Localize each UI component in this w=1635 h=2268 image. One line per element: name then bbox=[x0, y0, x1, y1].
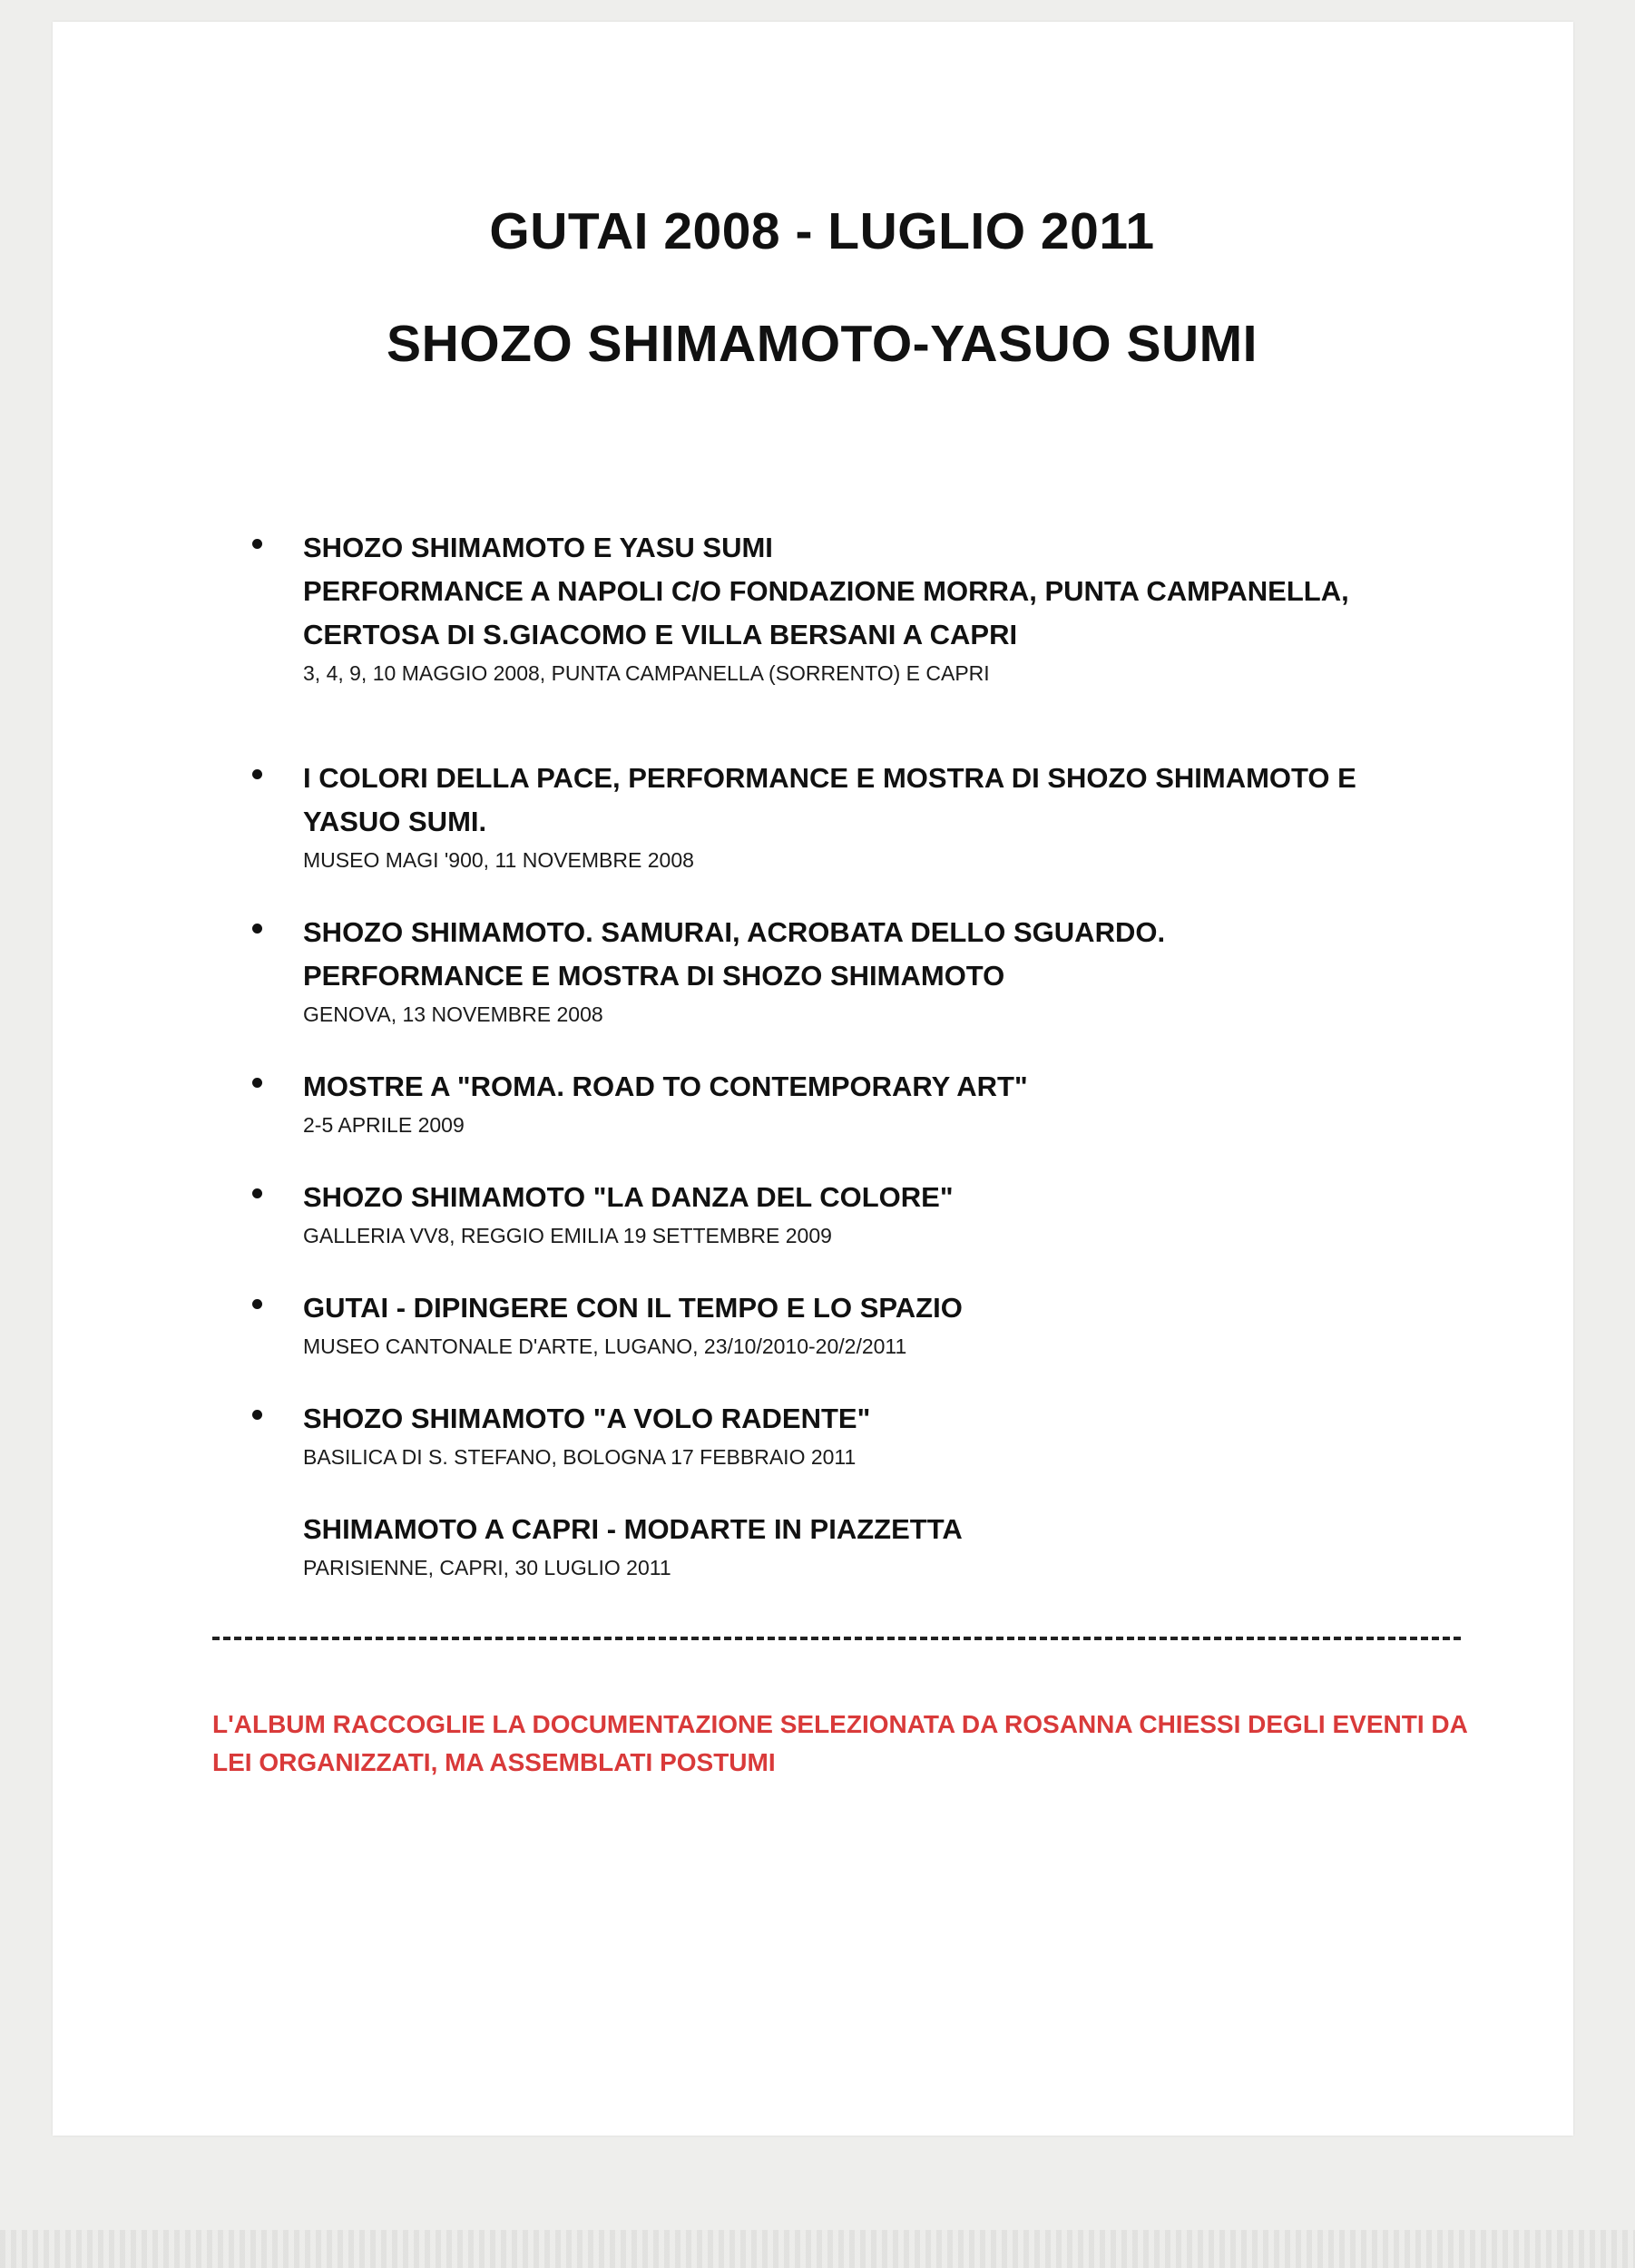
album-note: L'ALBUM RACCOGLIE LA DOCUMENTAZIONE SELEZIONATA DA ROSANNA CHIESSI DEGLI EVENTI DA LEI ORGANIZZATI, MA ASSEMBLATI POSTUMI bbox=[212, 1710, 1467, 1776]
list-item bbox=[252, 1176, 1522, 1250]
event-heading: SHOZO SHIMAMOTO. SAMURAI, ACROBATA DELLO SGUARDO. PERFORMANCE E MOSTRA DI SHOZO SHIMAMOTO bbox=[303, 916, 1166, 992]
bullet-dot-icon bbox=[252, 1188, 262, 1198]
event-heading: SHOZO SHIMAMOTO "LA DANZA DEL COLORE" bbox=[303, 1181, 954, 1213]
event-detail: GENOVA, 13 NOVEMBRE 2008 bbox=[303, 1002, 603, 1026]
event-detail: MUSEO CANTONALE D'ARTE, LUGANO, 23/10/2010-20/2/2011 bbox=[303, 1334, 907, 1358]
document-subtitle: SHOZO SHIMAMOTO-YASUO SUMI bbox=[387, 315, 1258, 373]
dashed-divider bbox=[212, 1637, 1461, 1640]
bullet-dot-icon bbox=[252, 539, 262, 549]
bullet-dot-icon bbox=[252, 924, 262, 934]
event-detail: GALLERIA VV8, REGGIO EMILIA 19 SETTEMBRE 2009 bbox=[303, 1224, 832, 1247]
list-item bbox=[252, 757, 1522, 875]
bullet-dot-icon bbox=[252, 1299, 262, 1309]
list-item bbox=[252, 1397, 1522, 1471]
event-list bbox=[252, 526, 1522, 1582]
list-item bbox=[252, 1286, 1522, 1361]
list-item bbox=[252, 526, 1522, 688]
event-heading: MOSTRE A "ROMA. ROAD TO CONTEMPORARY ART" bbox=[303, 1070, 1028, 1102]
event-heading: SHOZO SHIMAMOTO "A VOLO RADENTE" bbox=[303, 1403, 871, 1434]
list-item bbox=[252, 1065, 1522, 1139]
event-detail: BASILICA DI S. STEFANO, BOLOGNA 17 FEBBRAIO 2011 bbox=[303, 1445, 857, 1469]
list-item bbox=[252, 911, 1522, 1029]
bullet-dot-icon bbox=[252, 1410, 262, 1420]
event-detail: 2-5 APRILE 2009 bbox=[303, 1113, 465, 1137]
event-heading: SHOZO SHIMAMOTO E YASU SUMI PERFORMANCE A NAPOLI C/O FONDAZIONE MORRA, PUNTA CAMPANELLA, CERTOSA DI S.GIACOMO E VILLA BERSANI A CAPRI bbox=[303, 532, 1349, 650]
document-title: GUTAI 2008 - LUGLIO 2011 bbox=[489, 202, 1155, 260]
list-item bbox=[252, 1508, 1522, 1582]
document-page bbox=[53, 22, 1573, 2136]
event-heading: SHIMAMOTO A CAPRI - MODARTE IN PIAZZETTA bbox=[303, 1513, 963, 1545]
event-detail: MUSEO MAGI '900, 11 NOVEMBRE 2008 bbox=[303, 848, 694, 872]
scanner-edge-strip bbox=[0, 2230, 1635, 2268]
bullet-dot-icon bbox=[252, 1078, 262, 1088]
bullet-dot-icon bbox=[252, 769, 262, 779]
event-detail: 3, 4, 9, 10 MAGGIO 2008, PUNTA CAMPANELLA (SORRENTO) E CAPRI bbox=[303, 661, 990, 685]
event-heading: I COLORI DELLA PACE, PERFORMANCE E MOSTRA DI SHOZO SHIMAMOTO E YASUO SUMI. bbox=[303, 762, 1356, 837]
event-heading: GUTAI - DIPINGERE CON IL TEMPO E LO SPAZIO bbox=[303, 1292, 963, 1324]
event-detail: PARISIENNE, CAPRI, 30 LUGLIO 2011 bbox=[303, 1556, 671, 1579]
